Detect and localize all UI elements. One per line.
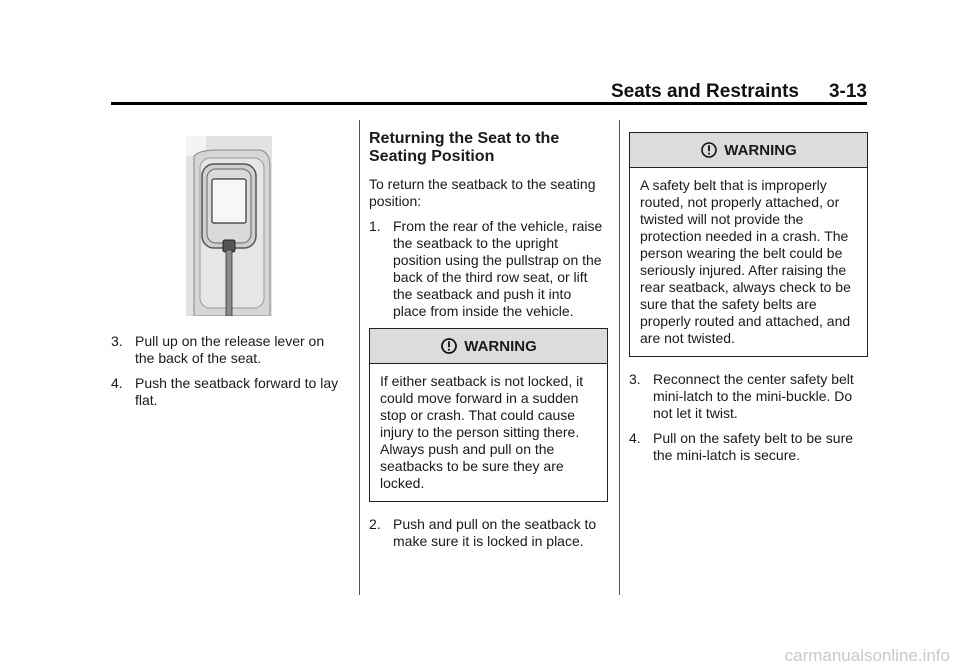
- right-column: [629, 130, 868, 472]
- intro-text: To return the seatback to the seating position:: [369, 176, 596, 209]
- warning-title: WARNING: [724, 141, 797, 159]
- watermark: carmanualsonline.info: [784, 646, 950, 665]
- column-divider: [359, 120, 360, 595]
- warning-box: [629, 132, 868, 357]
- item-text: Push the seatback forward to lay flat.: [135, 375, 339, 408]
- list-item: [629, 430, 868, 464]
- item-number: 3.: [111, 333, 123, 349]
- warning-icon: [440, 337, 458, 355]
- item-text: Reconnect the center safety belt mini-latch to the mini-buckle. Do not let it twist.: [653, 371, 854, 421]
- list-item: [111, 333, 341, 367]
- list-item: [369, 218, 608, 320]
- item-text: From the rear of the vehicle, raise the seatback to the upright position using the pullstrap on the back of the third row seat, or lift the seatback and push it into place from inside the vehicle.: [393, 218, 603, 319]
- warning-body: A safety belt that is improperly routed, not properly attached, or twisted will not provide the protection needed in a crash. The person wearing the belt could be seriously injured. After raising the rear seatback, always check to be sure that the safety belts are properly routed and attached, and are not twisted.: [640, 177, 851, 346]
- item-text: Push and pull on the seatback to make sure it is locked in place.: [393, 516, 597, 549]
- warning-header: [630, 133, 867, 168]
- warning-title: WARNING: [464, 337, 537, 355]
- warning-body: If either seatback is not locked, it could move forward in a sudden stop or crash. That could cause injury to the person sitting there. Always push and pull on the seatbacks to be sure they are locked.: [380, 373, 584, 491]
- page-header: [111, 82, 867, 102]
- list-item: [629, 371, 868, 422]
- item-number: 2.: [369, 516, 381, 532]
- warning-box: [369, 328, 608, 502]
- item-number: 4.: [111, 375, 123, 391]
- item-number: 1.: [369, 218, 381, 234]
- item-number: 4.: [629, 430, 641, 446]
- warning-header: [370, 329, 607, 364]
- list-item: [111, 375, 341, 409]
- warning-icon: [700, 141, 718, 159]
- header-rule: [111, 102, 867, 105]
- release-lever-illustration: [186, 136, 272, 316]
- middle-column: [369, 130, 608, 558]
- section-title: Seats and Restraints: [611, 81, 799, 102]
- list-item: [369, 516, 608, 550]
- item-number: 3.: [629, 371, 641, 387]
- page-number: 3-13: [828, 81, 867, 102]
- section-heading: Returning the Seat to the Seating Position: [369, 130, 560, 165]
- item-text: Pull up on the release lever on the back of the seat.: [135, 333, 325, 366]
- item-text: Pull on the safety belt to be sure the mini-latch is secure.: [653, 430, 854, 463]
- left-column: [111, 333, 341, 417]
- column-divider: [619, 120, 620, 595]
